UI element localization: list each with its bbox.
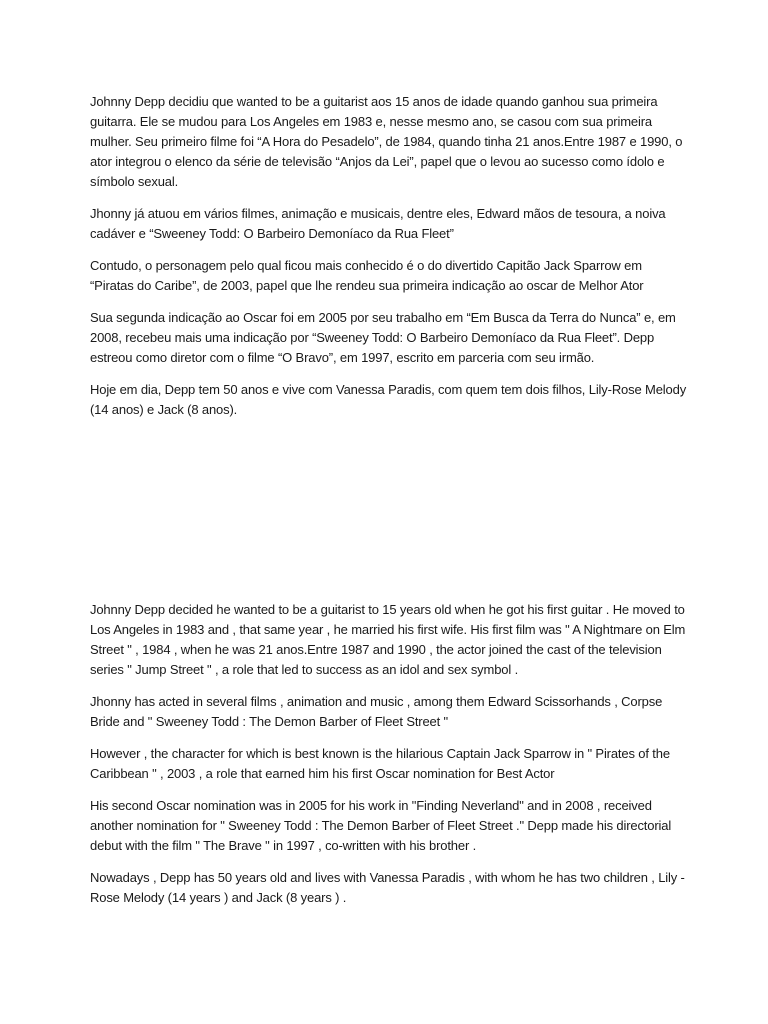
english-paragraph-3: However , the character for which is best known is the hilarious Captain Jack Sparrow in " Pirates of the Caribbean " , 2003 , a role that earned him his first Oscar nomination for Best Actor bbox=[90, 746, 670, 781]
portuguese-text-section bbox=[90, 92, 688, 432]
english-paragraph-4: His second Oscar nomination was in 2005 for his work in "Finding Neverland" and in 2008 , received another nomination for " Sweeney Todd : The Demon Barber of Fleet Street ." Depp made his directorial debut with the film " The Brave " in 1997 , co-written with his brother . bbox=[90, 798, 672, 853]
english-paragraph-2: Jhonny has acted in several films , animation and music , among them Edward Scissorhands , Corpse Bride and " Sweeney Todd : The Demon Barber of Fleet Street " bbox=[90, 694, 663, 729]
portuguese-paragraph-3: Contudo, o personagem pelo qual ficou mais conhecido é o do divertido Capitão Jack Sparrow em “Piratas do Caribe”, de 2003, papel que lhe rendeu sua primeira indicação ao oscar de Melhor Ator bbox=[90, 258, 644, 293]
portuguese-paragraph-4: Sua segunda indicação ao Oscar foi em 2005 por seu trabalho em “Em Busca da Terra do Nunca” e, em 2008, recebeu mais uma indicação por “Sweeney Todd: O Barbeiro Demoníaco da Rua Fleet”. Depp estreou como diretor com o filme “O Bravo”, em 1997, escrito em parceria com seu irmão. bbox=[90, 310, 676, 365]
english-paragraph-5: Nowadays , Depp has 50 years old and lives with Vanessa Paradis , with whom he has two children , Lily - Rose Melody (14 years ) and Jack (8 years ) . bbox=[90, 870, 685, 905]
portuguese-paragraph-1: Johnny Depp decidiu que wanted to be a guitarist aos 15 anos de idade quando ganhou sua primeira guitarra. Ele se mudou para Los Angeles em 1983 e, nesse mesmo ano, se casou com sua primeira mulher. Seu primeiro filme foi “A Hora do Pesadelo”, de 1984, quando tinha 21 anos.Entre 1987 e 1990, o ator integrou o elenco da série de televisão “Anjos da Lei”, papel que o levou ao sucesso como ídolo e símbolo sexual. bbox=[90, 94, 683, 189]
portuguese-paragraph-5: Hoje em dia, Depp tem 50 anos e vive com Vanessa Paradis, com quem tem dois filhos, Lily-Rose Melody (14 anos) e Jack (8 anos). bbox=[90, 382, 687, 417]
english-paragraph-1: Johnny Depp decided he wanted to be a guitarist to 15 years old when he got his first guitar . He moved to Los Angeles in 1983 and , that same year , he married his first wife. His first film was " A Nightmare on Elm Street " , 1984 , when he was 21 anos.Entre 1987 and 1990 , the actor joined the cast of the television series " Jump Street " , a role that led to success as an idol and sex symbol . bbox=[90, 602, 686, 677]
portuguese-paragraph-2: Jhonny já atuou em vários filmes, animação e musicais, dentre eles, Edward mãos de tesoura, a noiva cadáver e “Sweeney Todd: O Barbeiro Demoníaco da Rua Fleet” bbox=[90, 206, 666, 241]
english-text-section bbox=[90, 600, 688, 920]
